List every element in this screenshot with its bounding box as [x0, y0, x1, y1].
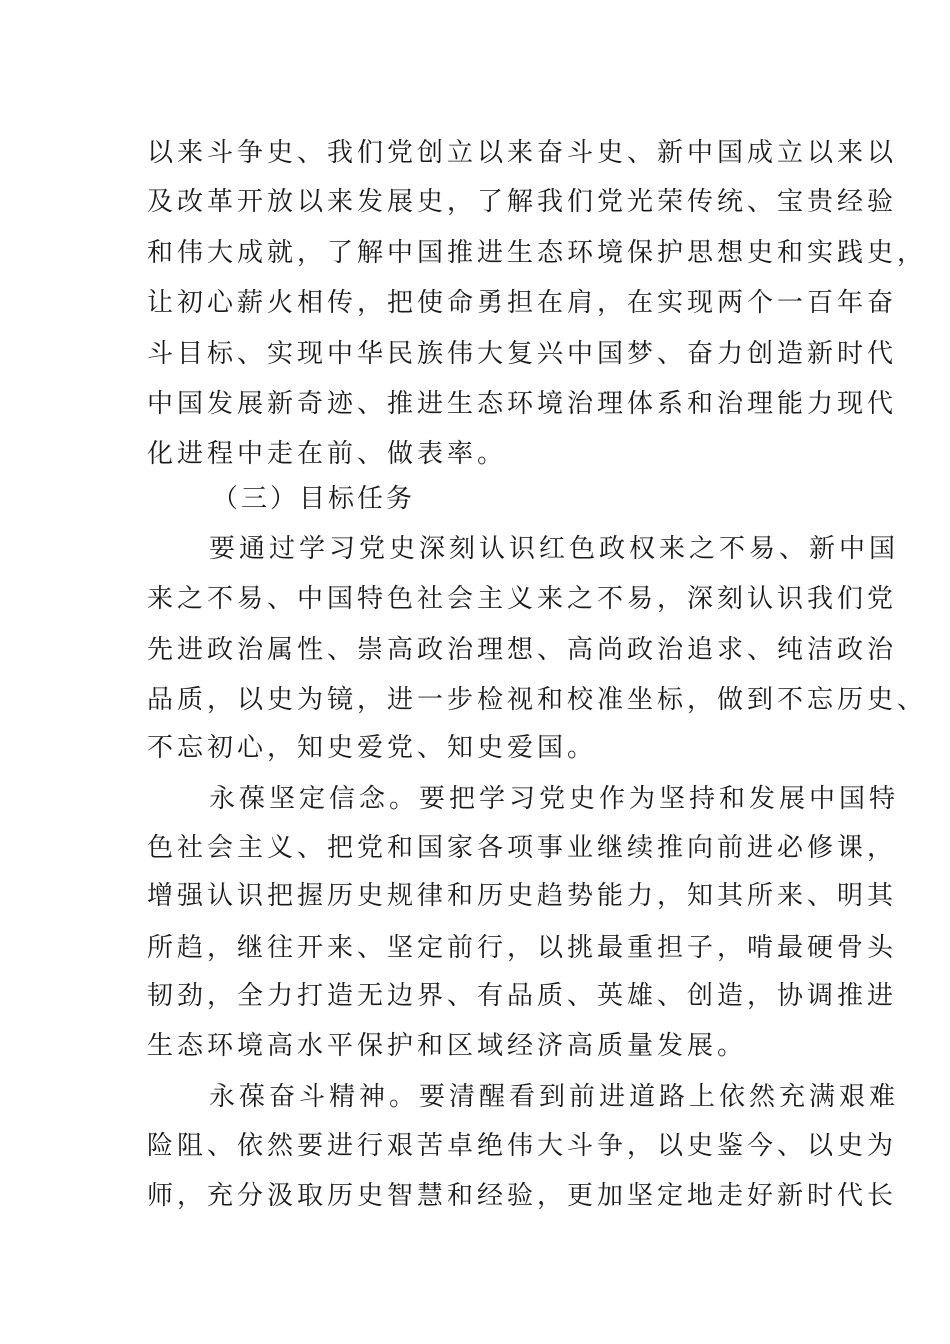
paragraph-1-line-1: 以来斗争史、我们党创立以来奋斗史、新中国成立以来以 — [147, 138, 898, 168]
paragraph-1-line-5: 斗目标、实现中华民族伟大复兴中国梦、奋力创造新时代 — [147, 339, 898, 369]
paragraph-4-line-1: 永葆奋斗精神。要清醒看到前进道路上依然充满艰难 — [209, 1082, 900, 1112]
paragraph-3-line-5: 韧劲，全力打造无边界、有品质、英雄、创造，协调推进 — [147, 981, 898, 1011]
paragraph-2-line-2: 来之不易、中国特色社会主义来之不易，深刻认识我们党 — [147, 584, 898, 614]
paragraph-2-line-5: 不忘初心，知史爱党、知史爱国。 — [147, 733, 598, 763]
paragraph-3-line-3: 增强认识把握历史规律和历史趋势能力，知其所来、明其 — [147, 881, 898, 911]
paragraph-1-line-4: 让初心薪火相传，把使命勇担在肩，在实现两个一百年奋 — [147, 288, 898, 318]
paragraph-1-line-2: 及改革开放以来发展史，了解我们党光荣传统、宝贵经验 — [147, 187, 898, 217]
paragraph-4-line-3: 师，充分汲取历史智慧和经验，更加坚定地走好新时代长 — [147, 1181, 898, 1211]
paragraph-1-line-7: 化进程中走在前、做表率。 — [147, 439, 508, 469]
paragraph-3-line-2: 色社会主义、把党和国家各项事业继续推向前进必修课， — [147, 833, 898, 863]
paragraph-3-line-1: 永葆坚定信念。要把学习党史作为坚持和发展中国特 — [209, 784, 900, 814]
section-heading: （三）目标任务 — [212, 484, 416, 514]
paragraph-2-line-4: 品质，以史为镜，进一步检视和校准坐标，做到不忘历史、 — [147, 685, 928, 715]
paragraph-3-line-4: 所趋，继往开来、坚定前行，以挑最重担子，啃最硬骨头 — [147, 933, 898, 963]
paragraph-2-line-3: 先进政治属性、崇高政治理想、高尚政治追求、纯洁政治 — [147, 635, 898, 665]
paragraph-4-line-2: 险阻、依然要进行艰苦卓绝伟大斗争，以史鉴今、以史为 — [147, 1131, 898, 1161]
paragraph-2-line-1: 要通过学习党史深刻认识红色政权来之不易、新中国 — [209, 534, 900, 564]
paragraph-1-line-3: 和伟大成就，了解中国推进生态环境保护思想史和实践史， — [147, 238, 928, 268]
paragraph-1-line-6: 中国发展新奇迹、推进生态环境治理体系和治理能力现代 — [147, 389, 898, 419]
paragraph-3-line-6: 生态环境高水平保护和区域经济高质量发展。 — [147, 1031, 748, 1061]
